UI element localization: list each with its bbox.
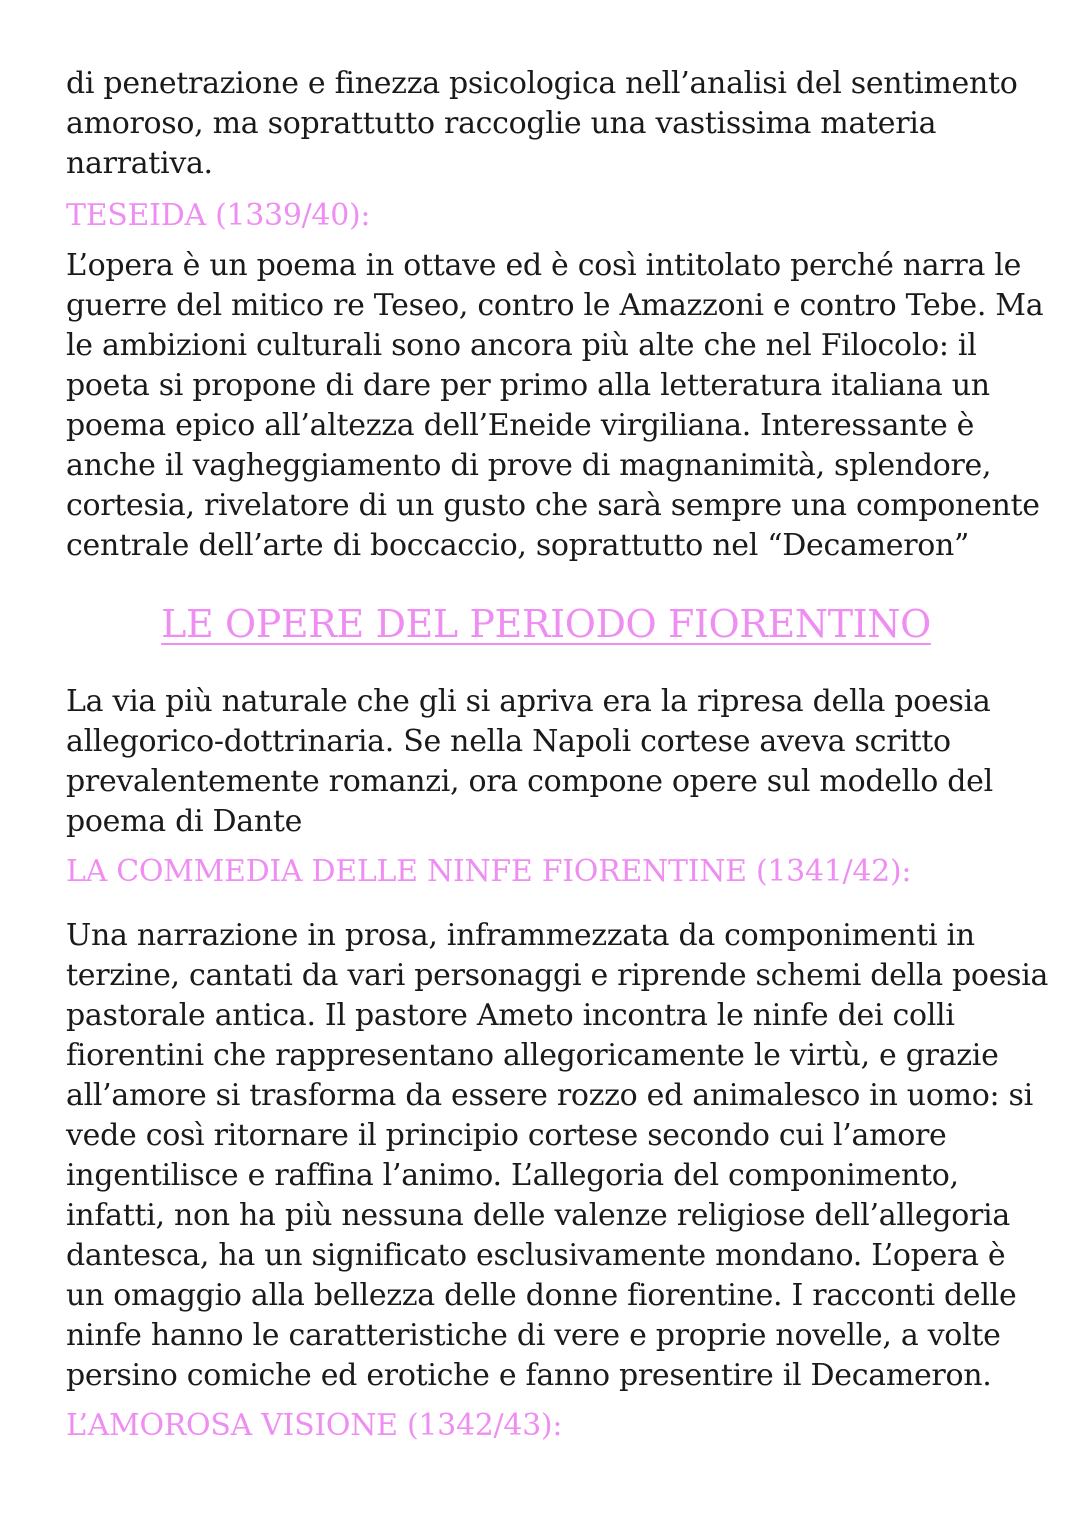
teseida-paragraph [66,246,1044,566]
text-line: vede così ritornare il principio cortese secondo cui l’amore [66,1118,947,1153]
text-line: La via più naturale che gli si apriva era la ripresa della poesia [66,684,991,719]
commedia-paragraph [66,916,1049,1396]
text-line: ingentilisce e raffina l’animo. L’allegoria del componimento, [66,1158,959,1193]
text-line: narrativa. [66,146,213,181]
teseida-heading: TESEIDA (1339/40): [66,198,371,233]
text-line: allegorico-dottrinaria. Se nella Napoli cortese aveva scritto [66,724,951,759]
text-line: pastorale antica. Il pastore Ameto incontra le ninfe dei colli [66,998,955,1033]
intro-paragraph [66,64,1026,184]
text-line: le ambizioni culturali sono ancora più alte che nel Filocolo: il [66,328,977,363]
text-line: poema di Dante [66,804,303,839]
text-line: all’amore si trasforma da essere rozzo ed animalesco in uomo: si [66,1078,1033,1113]
text-line: Una narrazione in prosa, inframmezzata da componimenti in [66,918,975,953]
text-line: persino comiche ed erotiche e fanno presentire il Decameron. [66,1358,992,1393]
section-title: LE OPERE DEL PERIODO FIORENTINO [161,602,931,646]
text-line: guerre del mitico re Teseo, contro le Amazzoni e contro Tebe. Ma [66,288,1044,323]
text-line: terzine, cantati da vari personaggi e riprende schemi della poesia [66,958,1049,993]
text-line: poema epico all’altezza dell’Eneide virgiliana. Interessante è [66,408,975,443]
text-line: centrale dell’arte di boccaccio, soprattutto nel “Decameron” [66,528,970,563]
text-line: fiorentini che rappresentano allegoricamente le virtù, e grazie [66,1038,999,1073]
text-line: cortesia, rivelatore di un gusto che sarà sempre una componente [66,488,1040,523]
text-line: poeta si propone di dare per primo alla letteratura italiana un [66,368,990,403]
document-page [66,64,1049,1446]
text-line: dantesca, ha un significato esclusivamente mondano. L’opera è [66,1238,1006,1273]
text-line: anche il vagheggiamento di prove di magnanimità, splendore, [66,448,992,483]
commedia-heading: LA COMMEDIA DELLE NINFE FIORENTINE (1341/42): [66,854,912,889]
text-line: ninfe hanno le caratteristiche di vere e proprie novelle, a volte [66,1318,1001,1353]
text-line: amoroso, ma soprattutto raccoglie una vastissima materia [66,106,937,141]
text-line: prevalentemente romanzi, ora compone opere sul modello del [66,764,993,799]
fiorentino-intro-paragraph [66,682,1026,842]
text-line: un omaggio alla bellezza delle donne fiorentine. I racconti delle [66,1278,1017,1313]
text-line: L’opera è un poema in ottave ed è così intitolato perché narra le [66,248,1022,283]
text-line: infatti, non ha più nessuna delle valenze religiose dell’allegoria [66,1198,1010,1233]
text-line: di penetrazione e finezza psicologica nell’analisi del sentimento [66,66,1018,101]
amorosa-heading: L’AMOROSA VISIONE (1342/43): [66,1408,563,1443]
